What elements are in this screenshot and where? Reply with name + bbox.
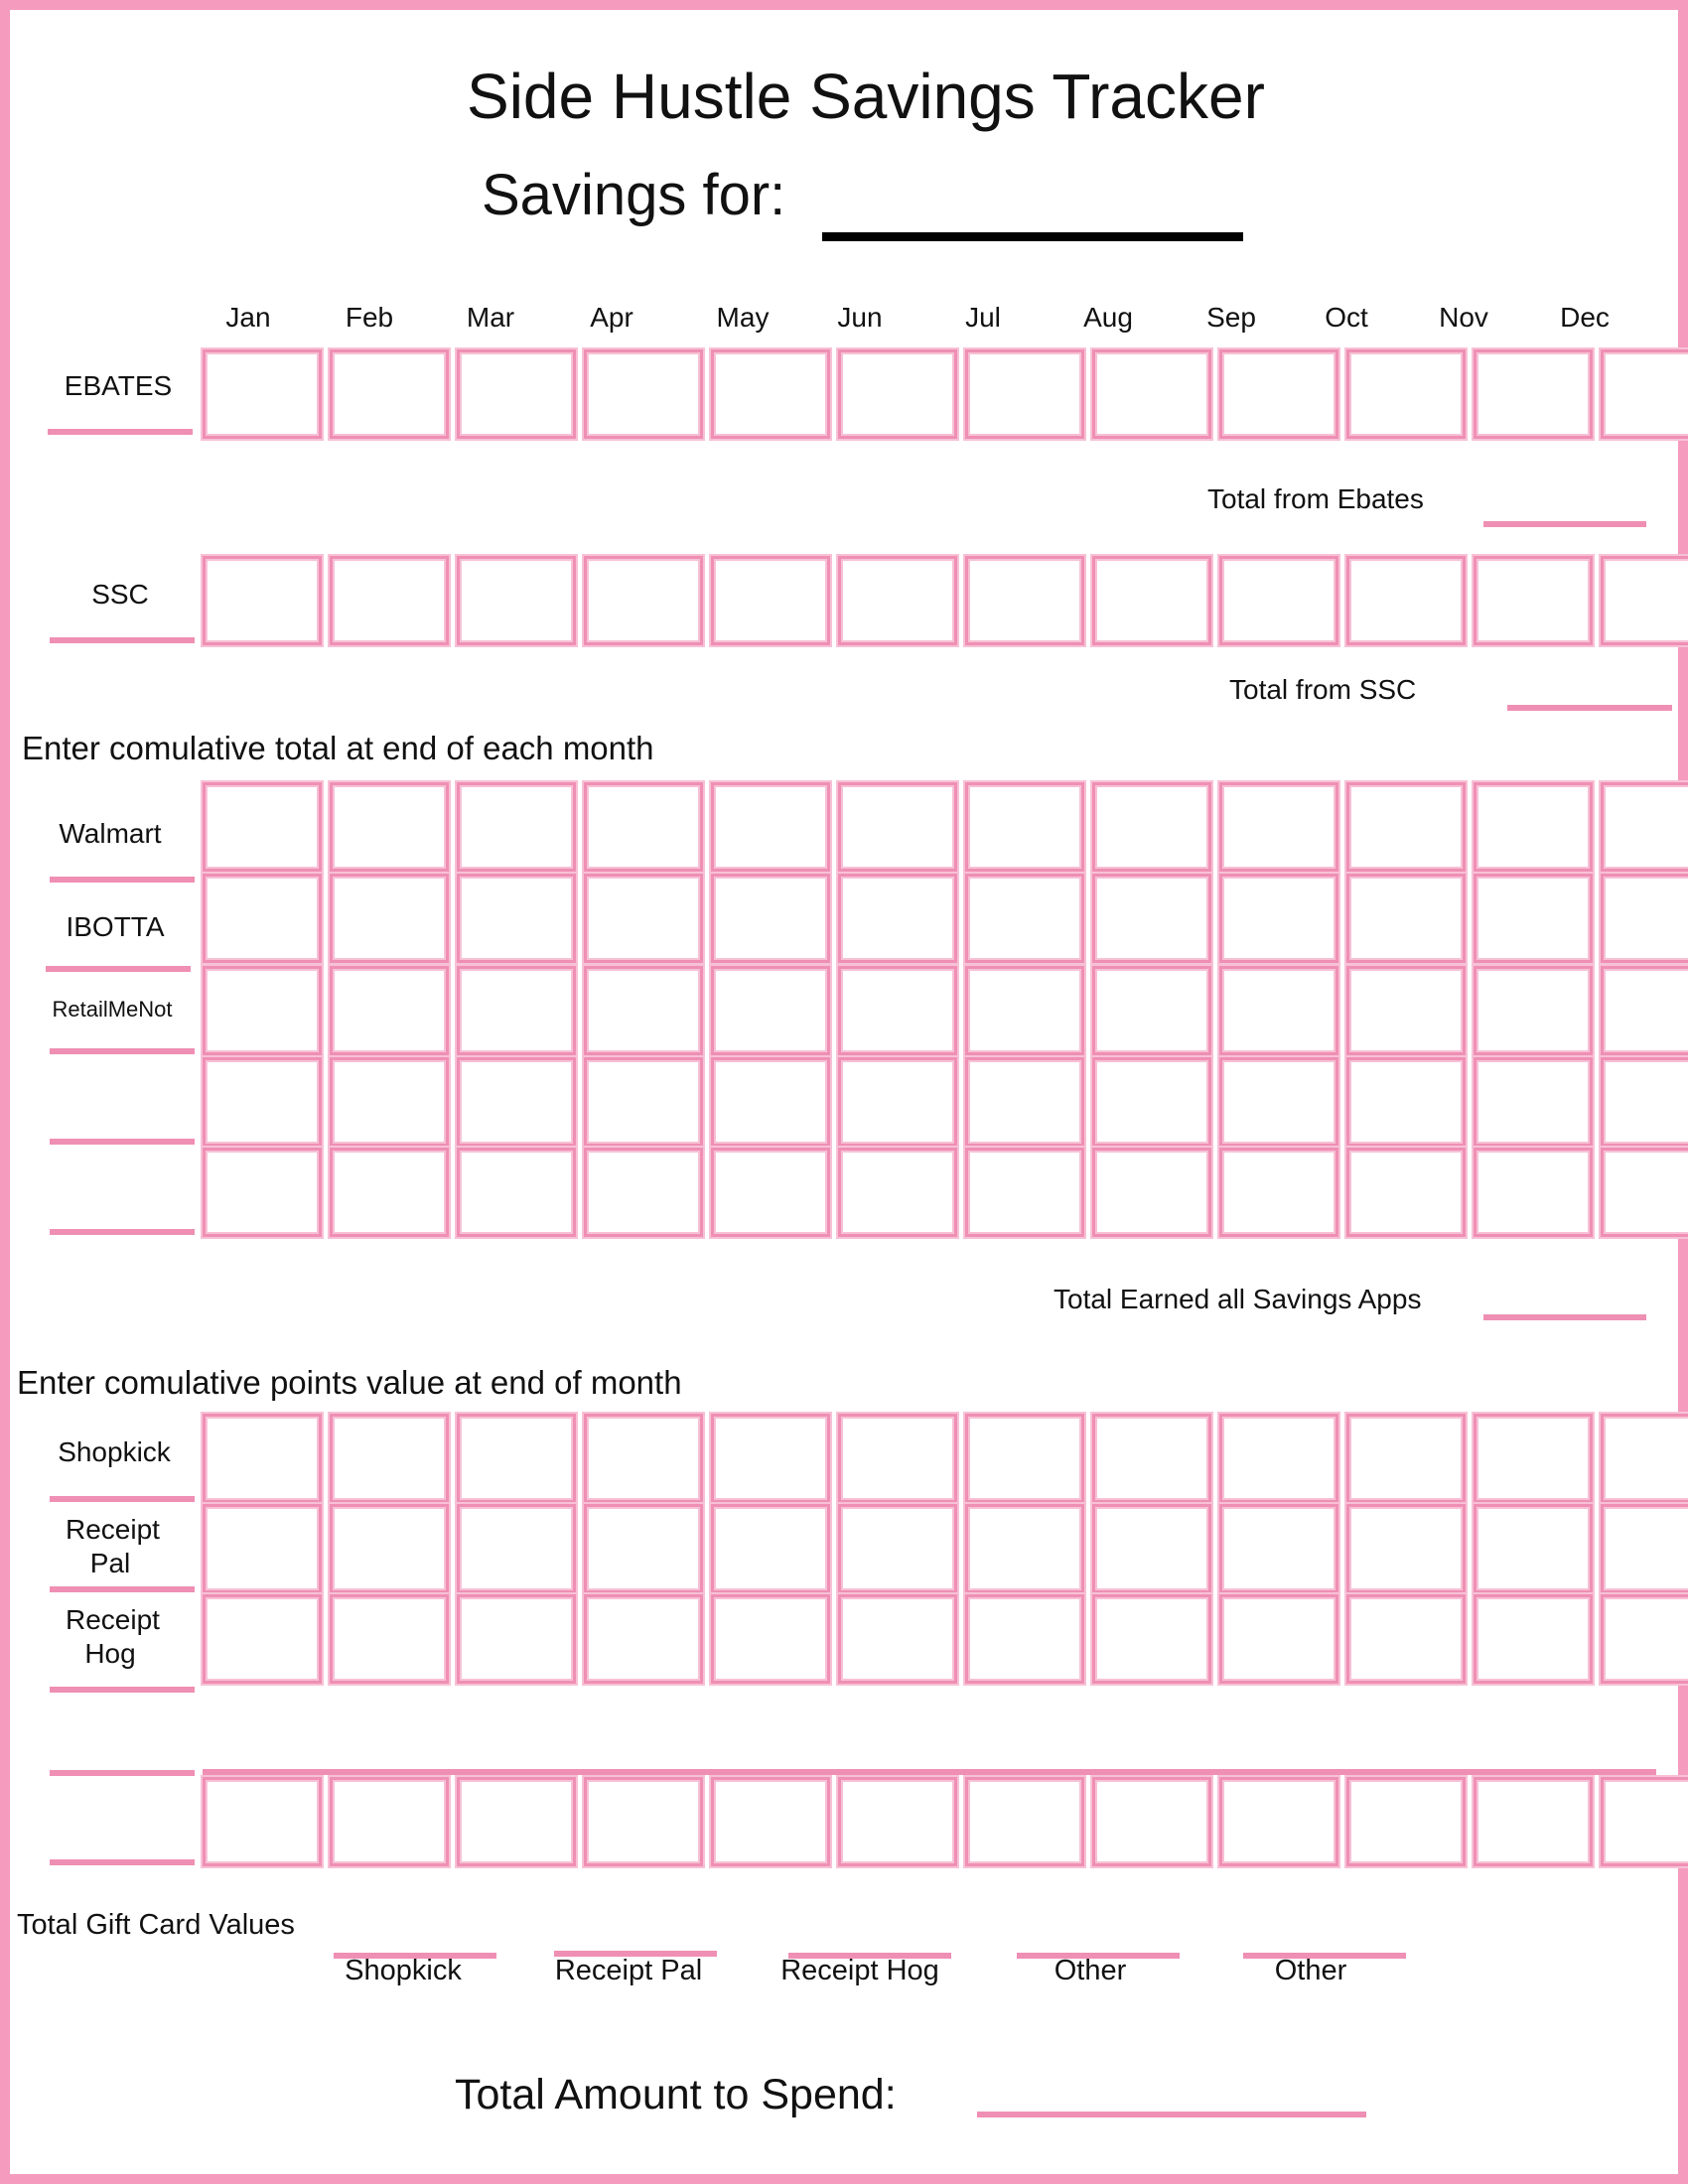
row-cells-blank-1 (203, 1057, 1688, 1147)
row-label-line (50, 637, 195, 643)
row-label-line (50, 1496, 195, 1502)
row-label-shopkick: Shopkick (58, 1436, 171, 1467)
month-cell[interactable] (1474, 966, 1593, 1055)
month-cell[interactable] (1346, 874, 1466, 963)
month-cell[interactable] (1601, 1057, 1688, 1147)
month-cell[interactable] (1092, 1777, 1211, 1866)
month-cell[interactable] (965, 1594, 1084, 1684)
month-cell[interactable] (1346, 966, 1466, 1055)
month-header: Jan (225, 302, 271, 333)
month-cell[interactable] (330, 1777, 449, 1866)
month-cell[interactable] (203, 1414, 322, 1503)
grid-top-line (203, 1769, 1656, 1775)
month-header: Nov (1439, 302, 1488, 333)
month-cell[interactable] (711, 1057, 830, 1147)
section-cumulative-points: Enter comulative points value at end of month (17, 1364, 682, 1401)
month-cell[interactable] (457, 1504, 576, 1593)
month-cell[interactable] (1219, 1594, 1338, 1684)
row-label-line (48, 429, 193, 435)
row-cells-receipt-pal (203, 1504, 1688, 1593)
month-cell[interactable] (1474, 1148, 1593, 1237)
row-cells-retailmenot (203, 966, 1688, 1055)
month-cell[interactable] (1474, 1057, 1593, 1147)
row-label-line (50, 1048, 195, 1054)
month-header: Feb (345, 302, 394, 333)
month-cell[interactable] (711, 782, 830, 872)
month-cell[interactable] (1092, 782, 1211, 872)
gift-card-label-other-2: Other (1274, 1955, 1347, 1986)
savings-for-label: Savings for: (482, 163, 786, 227)
month-cell[interactable] (457, 874, 576, 963)
row-cells-shopkick (203, 1414, 1688, 1503)
month-cell[interactable] (965, 349, 1084, 439)
row-label-line (50, 1687, 195, 1693)
row-cells-ibotta (203, 874, 1688, 963)
month-header: Oct (1325, 302, 1368, 333)
month-cell[interactable] (584, 966, 703, 1055)
month-cell[interactable] (1092, 874, 1211, 963)
month-cell[interactable] (965, 782, 1084, 872)
month-cell[interactable] (457, 1777, 576, 1866)
month-cell[interactable] (584, 1414, 703, 1503)
month-cell[interactable] (330, 1414, 449, 1503)
month-cell[interactable] (330, 966, 449, 1055)
month-cell[interactable] (711, 1777, 830, 1866)
month-cell[interactable] (1346, 1504, 1466, 1593)
month-cell[interactable] (1219, 556, 1338, 645)
month-cell[interactable] (1219, 1057, 1338, 1147)
month-cell[interactable] (457, 1594, 576, 1684)
month-cell[interactable] (330, 1504, 449, 1593)
month-cell[interactable] (838, 874, 957, 963)
month-cell[interactable] (1346, 349, 1466, 439)
month-cell[interactable] (838, 966, 957, 1055)
month-cell[interactable] (838, 1594, 957, 1684)
month-cell[interactable] (838, 782, 957, 872)
row-label-ibotta: IBOTTA (66, 911, 165, 942)
total-ebates-field[interactable] (1483, 521, 1646, 527)
month-cell[interactable] (711, 966, 830, 1055)
month-cell[interactable] (1474, 349, 1593, 439)
month-cell[interactable] (1092, 556, 1211, 645)
gift-card-label-receipt-hog: Receipt Hog (780, 1955, 939, 1986)
month-cell[interactable] (457, 1057, 576, 1147)
month-cell[interactable] (203, 1594, 322, 1684)
month-cell[interactable] (838, 1414, 957, 1503)
total-apps-field[interactable] (1483, 1314, 1646, 1320)
total-amount-label: Total Amount to Spend: (455, 2071, 897, 2118)
total-ssc-field[interactable] (1507, 705, 1672, 711)
month-header: Dec (1560, 302, 1610, 333)
month-cell[interactable] (584, 349, 703, 439)
month-cell[interactable] (1219, 1777, 1338, 1866)
month-cell[interactable] (584, 874, 703, 963)
month-cell[interactable] (1474, 1777, 1593, 1866)
month-cell[interactable] (965, 1777, 1084, 1866)
month-cell[interactable] (457, 1414, 576, 1503)
row-label-line (50, 1139, 195, 1145)
month-cell[interactable] (203, 1057, 322, 1147)
month-cell[interactable] (330, 1057, 449, 1147)
month-cell[interactable] (711, 556, 830, 645)
month-cell[interactable] (584, 556, 703, 645)
month-cell[interactable] (838, 1057, 957, 1147)
month-cell[interactable] (203, 556, 322, 645)
month-cell[interactable] (203, 966, 322, 1055)
month-cell[interactable] (838, 349, 957, 439)
month-cell[interactable] (1219, 782, 1338, 872)
month-header: Aug (1083, 302, 1133, 333)
month-cell[interactable] (1601, 1594, 1688, 1684)
month-cell[interactable] (1092, 349, 1211, 439)
month-cell[interactable] (1601, 1414, 1688, 1503)
month-cell[interactable] (1346, 1148, 1466, 1237)
month-cell[interactable] (1601, 1148, 1688, 1237)
month-cell[interactable] (1346, 1414, 1466, 1503)
month-cell[interactable] (203, 1777, 322, 1866)
month-cell[interactable] (1092, 1057, 1211, 1147)
month-cell[interactable] (965, 874, 1084, 963)
month-header: Sep (1206, 302, 1256, 333)
month-cell[interactable] (203, 1148, 322, 1237)
savings-for-field[interactable] (822, 232, 1243, 241)
row-label-line (50, 877, 195, 883)
month-cell[interactable] (1474, 874, 1593, 963)
row-cells-blank-2 (203, 1148, 1688, 1237)
page-title: Side Hustle Savings Tracker (467, 61, 1265, 132)
month-cell[interactable] (1346, 782, 1466, 872)
month-cell[interactable] (965, 966, 1084, 1055)
month-cell[interactable] (965, 556, 1084, 645)
month-cell[interactable] (330, 1148, 449, 1237)
row-label-receipt-hog: Receipt Hog (66, 1604, 160, 1669)
month-cell[interactable] (1474, 1504, 1593, 1593)
month-cell[interactable] (965, 1057, 1084, 1147)
month-cell[interactable] (1219, 349, 1338, 439)
month-cell[interactable] (838, 556, 957, 645)
row-cells-ssc (203, 556, 1688, 645)
month-cell[interactable] (1219, 1414, 1338, 1503)
month-cell[interactable] (1092, 1504, 1211, 1593)
month-header: Apr (590, 302, 633, 333)
month-cell[interactable] (584, 1504, 703, 1593)
row-label-line (50, 1859, 195, 1865)
month-cell[interactable] (1092, 1414, 1211, 1503)
month-cell[interactable] (203, 874, 322, 963)
month-cell[interactable] (711, 349, 830, 439)
month-cell[interactable] (1601, 349, 1688, 439)
total-amount-field[interactable] (977, 2112, 1366, 2117)
month-cell[interactable] (203, 1504, 322, 1593)
month-cell[interactable] (330, 1594, 449, 1684)
month-cell[interactable] (1474, 1594, 1593, 1684)
gift-card-label-shopkick: Shopkick (345, 1955, 462, 1986)
month-cell[interactable] (1601, 556, 1688, 645)
row-label-receipt-pal: Receipt Pal (66, 1514, 160, 1578)
row-cells-ebates (203, 349, 1688, 439)
month-cell[interactable] (711, 1594, 830, 1684)
row-label-line (46, 966, 191, 972)
section-cumulative-total: Enter comulative total at end of each month (22, 730, 654, 766)
month-header: Mar (466, 302, 515, 333)
month-cell[interactable] (838, 1148, 957, 1237)
month-cell[interactable] (584, 1148, 703, 1237)
month-cell[interactable] (1474, 556, 1593, 645)
month-cell[interactable] (584, 782, 703, 872)
total-ssc-label: Total from SSC (1229, 674, 1417, 705)
row-label-ssc: SSC (91, 579, 149, 610)
month-cell[interactable] (1092, 1594, 1211, 1684)
month-cell[interactable] (1092, 1148, 1211, 1237)
month-cell[interactable] (1346, 1594, 1466, 1684)
month-cell[interactable] (584, 1594, 703, 1684)
month-cell[interactable] (457, 1148, 576, 1237)
month-cell[interactable] (1601, 966, 1688, 1055)
month-cell[interactable] (1474, 782, 1593, 872)
month-header: May (716, 302, 770, 333)
month-cell[interactable] (711, 1414, 830, 1503)
month-cell[interactable] (457, 966, 576, 1055)
month-cell[interactable] (584, 1057, 703, 1147)
month-cell[interactable] (965, 1148, 1084, 1237)
row-cells-blank-3 (203, 1777, 1688, 1866)
gift-card-label-receipt-pal: Receipt Pal (554, 1955, 703, 1986)
month-cell[interactable] (1474, 1414, 1593, 1503)
month-cell[interactable] (330, 782, 449, 872)
month-cell[interactable] (203, 349, 322, 439)
month-cell[interactable] (838, 1504, 957, 1593)
month-cell[interactable] (1346, 1777, 1466, 1866)
month-cell[interactable] (457, 556, 576, 645)
month-cell[interactable] (711, 874, 830, 963)
row-label-retailmenot: RetailMeNot (52, 997, 173, 1022)
row-label-ebates: EBATES (64, 370, 173, 401)
row-label-line (50, 1770, 195, 1776)
month-cell[interactable] (1601, 1777, 1688, 1866)
month-cell[interactable] (457, 782, 576, 872)
month-cell[interactable] (965, 1414, 1084, 1503)
month-cell[interactable] (711, 1504, 830, 1593)
gift-card-label-other-1: Other (1054, 1955, 1127, 1986)
row-cells-receipt-hog (203, 1594, 1688, 1684)
month-cell[interactable] (1219, 1148, 1338, 1237)
gift-card-title: Total Gift Card Values (17, 1909, 295, 1941)
month-cell[interactable] (330, 349, 449, 439)
month-cell[interactable] (1219, 874, 1338, 963)
month-cell[interactable] (965, 1504, 1084, 1593)
month-cell[interactable] (838, 1777, 957, 1866)
month-cell[interactable] (1346, 556, 1466, 645)
month-header: Jun (837, 302, 883, 333)
row-label-line (50, 1229, 195, 1235)
month-cell[interactable] (584, 1777, 703, 1866)
month-cell[interactable] (457, 349, 576, 439)
total-apps-label: Total Earned all Savings Apps (1054, 1284, 1422, 1314)
month-cell[interactable] (1219, 1504, 1338, 1593)
month-cell[interactable] (711, 1148, 830, 1237)
month-cell[interactable] (1601, 1504, 1688, 1593)
month-cell[interactable] (1092, 966, 1211, 1055)
month-cell[interactable] (1346, 1057, 1466, 1147)
month-cell[interactable] (1219, 966, 1338, 1055)
month-cell[interactable] (330, 556, 449, 645)
month-cell[interactable] (203, 782, 322, 872)
row-label-line (50, 1586, 195, 1592)
month-header: Jul (965, 302, 1001, 333)
month-cell[interactable] (1601, 874, 1688, 963)
month-cell[interactable] (1601, 782, 1688, 872)
total-ebates-label: Total from Ebates (1207, 483, 1424, 514)
row-label-walmart: Walmart (59, 818, 162, 849)
month-cell[interactable] (330, 874, 449, 963)
row-cells-walmart (203, 782, 1688, 872)
